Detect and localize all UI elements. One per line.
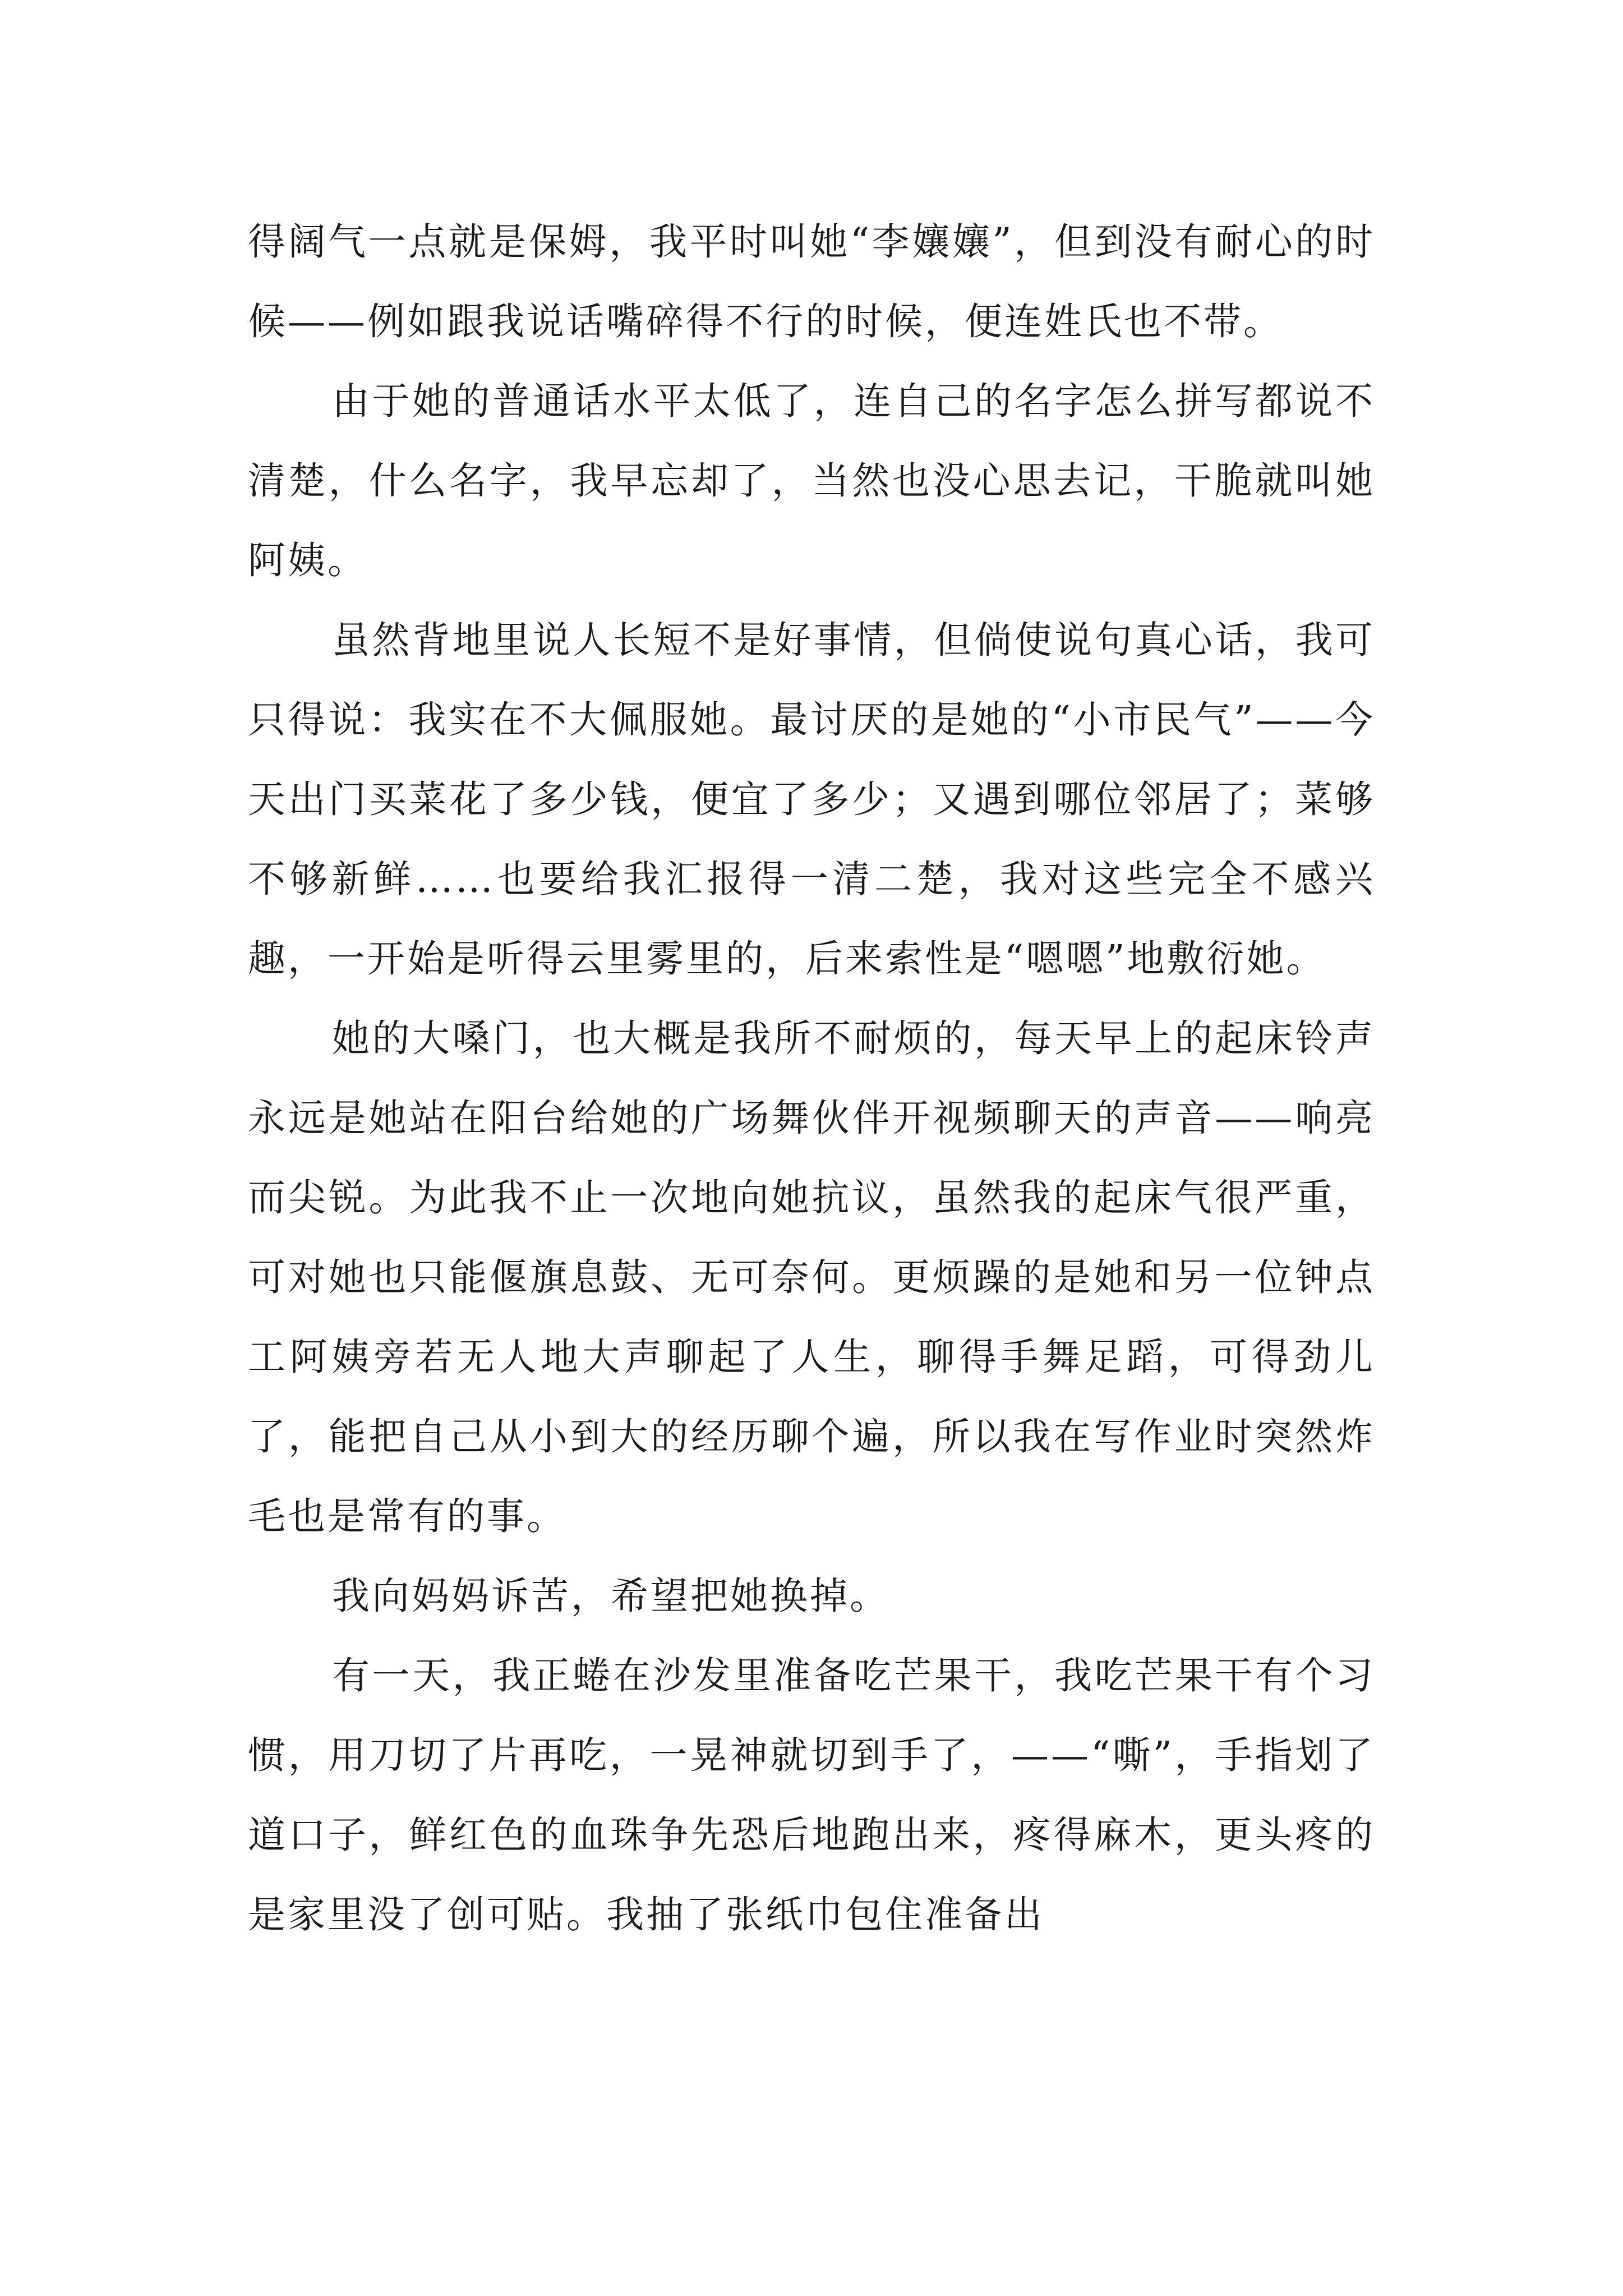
paragraph-1: 得阔气一点就是保姆，我平时叫她“李孃孃”，但到没有耐心的时候——例如跟我说话嘴碎得不行的时候，便连姓氏也不带。 bbox=[248, 220, 1375, 343]
paragraph-2: 由于她的普通话水平太低了，连自己的名字怎么拼写都说不清楚，什么名字，我早忘却了，当然也没心思去记，干脆就叫她阿姨。 bbox=[248, 379, 1375, 582]
paragraph-5: 我向妈妈诉苦，希望把她换掉。 bbox=[332, 1574, 889, 1618]
body-text bbox=[248, 202, 1375, 1954]
paragraph-3: 虽然背地里说人长短不是好事情，但倘使说句真心话，我可只得说：我实在不大佩服她。最讨厌的是她的“小市民气”——今天出门买菜花了多少钱，便宜了多少；又遇到哪位邻居了；菜够不够新鲜……也要给我汇报得一清二楚，我对这些完全不感兴趣，一开始是听得云里雾里的，后来索性是“嗯嗯”地敷衍她。 bbox=[248, 618, 1375, 981]
paragraph-6: 有一天，我正蜷在沙发里准备吃芒果干，我吃芒果干有个习惯，用刀切了片再吃，一晃神就切到手了，——“嘶”，手指划了道口子，鲜红色的血珠争先恐后地跑出来，疼得麻木，更头疼的是家里没了创可贴。我抽了张纸巾包住准备出 bbox=[248, 1654, 1375, 1936]
paragraph-4: 她的大嗓门，也大概是我所不耐烦的，每天早上的起床铃声永远是她站在阳台给她的广场舞伙伴开视频聊天的声音——响亮而尖锐。为此我不止一次地向她抗议，虽然我的起床气很严重，可对她也只能偃旗息鼓、无可奈何。更烦躁的是她和另一位钟点工阿姨旁若无人地大声聊起了人生，聊得手舞足蹈，可得劲儿了，能把自己从小到大的经历聊个遍，所以我在写作业时突然炸毛也是常有的事。 bbox=[248, 1016, 1375, 1538]
